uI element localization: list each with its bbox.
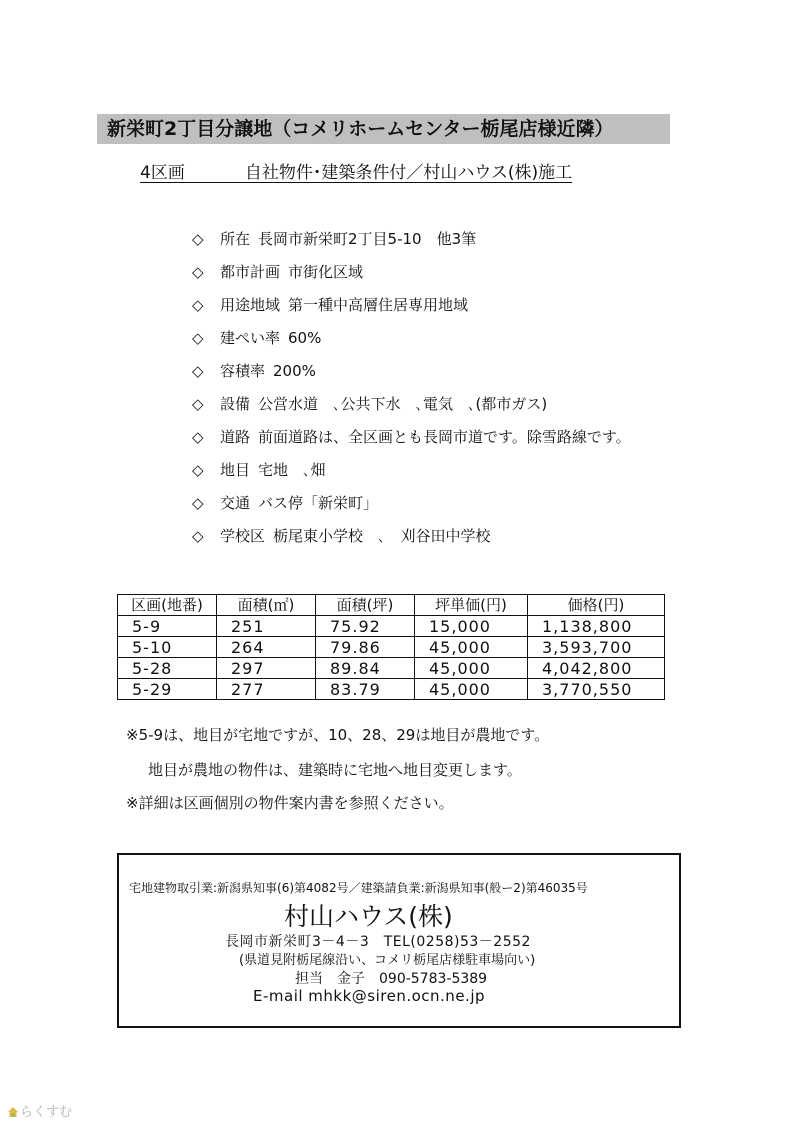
spec-label: 設備 [220, 395, 251, 413]
table-header-row [118, 595, 665, 616]
cell-area-sqm: 297 [217, 658, 316, 679]
cell-price: 1,138,800 [528, 616, 665, 637]
spec-label: 地目 [220, 461, 251, 479]
spec-value: 長岡市新栄町2丁目5-10 他3筆 [258, 230, 477, 248]
spec-floor-area-ratio [192, 359, 631, 392]
spec-coverage-ratio [192, 326, 631, 359]
col-header-price: 価格(円) [528, 595, 665, 616]
spec-label: 建ぺい率 [220, 329, 281, 347]
cell-area-sqm: 251 [217, 616, 316, 637]
cell-lot: 5-10 [118, 637, 217, 658]
note-details: ※詳細は区画個別の物件案内書を参照ください。 [126, 794, 454, 812]
col-header-unit-price: 坪単価(円) [415, 595, 528, 616]
cell-price: 3,593,700 [528, 637, 665, 658]
spec-label: 所在 [220, 230, 251, 248]
spec-utilities [192, 392, 631, 425]
diamond-icon: ◇ [192, 230, 204, 248]
license-info: 宅地建物取引業:新潟県知事(6)第4082号／建築請負業:新潟県知事(般ー2)第46035号 [129, 881, 588, 895]
cell-area-sqm: 277 [217, 679, 316, 700]
spec-city-planning [192, 260, 631, 293]
col-header-lot: 区画(地番) [118, 595, 217, 616]
cell-unit-price: 45,000 [415, 679, 528, 700]
cell-unit-price: 45,000 [415, 658, 528, 679]
cell-area-tsubo: 89.84 [316, 658, 415, 679]
spec-value: 栃尾東小学校 ､ 刈谷田中学校 [273, 527, 491, 545]
watermark-text: らくすむ [20, 1105, 73, 1120]
cell-lot: 5-28 [118, 658, 217, 679]
spec-value: 200% [273, 362, 316, 380]
spec-label: 道路 [220, 428, 251, 446]
note-land-category: ※5-9は、地目が宅地ですが、10、28、29は地目が農地です。 [126, 726, 550, 744]
cell-area-tsubo: 83.79 [316, 679, 415, 700]
diamond-icon: ◇ [192, 362, 204, 380]
spec-label: 都市計画 [220, 263, 281, 281]
spec-value: 市街化区域 [288, 263, 364, 281]
diamond-icon: ◇ [192, 527, 204, 545]
diamond-icon: ◇ [192, 296, 204, 314]
house-logo-icon [8, 1107, 18, 1117]
spec-road [192, 425, 631, 458]
company-info-box [117, 853, 681, 1028]
table-row [118, 679, 665, 700]
cell-price: 3,770,550 [528, 679, 665, 700]
diamond-icon: ◇ [192, 395, 204, 413]
spec-school-district [192, 524, 631, 557]
cell-price: 4,042,800 [528, 658, 665, 679]
spec-land-category [192, 458, 631, 491]
spec-label: 用途地域 [220, 296, 281, 314]
cell-lot: 5-29 [118, 679, 217, 700]
page-title: 新栄町2丁目分譲地（コメリホームセンター栃尾店様近隣） [97, 114, 670, 144]
note-farmland-change: 地目が農地の物件は、建築時に宅地へ地目変更します。 [148, 761, 522, 779]
property-specs [192, 227, 631, 557]
diamond-icon: ◇ [192, 461, 204, 479]
col-header-area-sqm: 面積(㎡) [217, 595, 316, 616]
contact-person: 担当 金子 090-5783-5389 [295, 971, 488, 987]
lot-price-table [117, 594, 665, 700]
cell-area-sqm: 264 [217, 637, 316, 658]
spec-value: 宅地 ､畑 [258, 461, 326, 479]
cell-area-tsubo: 79.86 [316, 637, 415, 658]
lot-count: 4区画 [140, 163, 185, 183]
cell-lot: 5-9 [118, 616, 217, 637]
company-name: 村山ハウス(株) [284, 902, 453, 931]
spec-label: 学校区 [220, 527, 266, 545]
build-conditions: 自社物件･建築条件付／村山ハウス(株)施工 [244, 163, 573, 183]
table-row [118, 658, 665, 679]
diamond-icon: ◇ [192, 428, 204, 446]
spec-value: 60% [288, 329, 322, 347]
diamond-icon: ◇ [192, 329, 204, 347]
cell-unit-price: 15,000 [415, 616, 528, 637]
spec-value: 第一種中高層住居専用地域 [288, 296, 469, 314]
diamond-icon: ◇ [192, 494, 204, 512]
cell-unit-price: 45,000 [415, 637, 528, 658]
company-address: 長岡市新栄町3－4－3 TEL(0258)53－2552 [225, 934, 531, 950]
company-directions: (県道見附栃尾線沿い、コメリ栃尾店様駐車場向い) [239, 953, 536, 968]
table-row [118, 616, 665, 637]
spec-label: 容積率 [220, 362, 266, 380]
contact-email: E-mail mhkk@siren.ocn.ne.jp [253, 987, 486, 1005]
spec-location [192, 227, 631, 260]
spec-zoning [192, 293, 631, 326]
spec-label: 交通 [220, 494, 251, 512]
spec-transport [192, 491, 631, 524]
spec-value: 公営水道 ､公共下水 ､電気 ､(都市ガス) [258, 395, 548, 413]
cell-area-tsubo: 75.92 [316, 616, 415, 637]
table-row [118, 637, 665, 658]
spec-value: バス停「新栄町」 [258, 494, 379, 512]
watermark [8, 1101, 72, 1120]
diamond-icon: ◇ [192, 263, 204, 281]
subtitle [140, 158, 572, 183]
spec-value: 前面道路は、全区画とも長岡市道です。除雪路線です。 [258, 428, 631, 446]
col-header-area-tsubo: 面積(坪) [316, 595, 415, 616]
